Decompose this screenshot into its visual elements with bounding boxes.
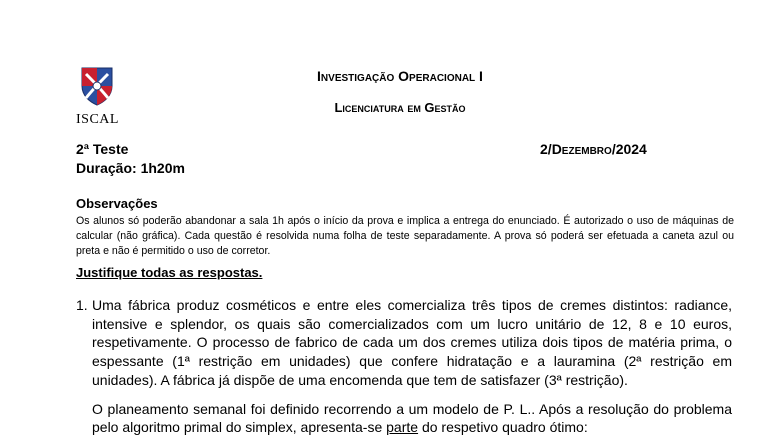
exam-date xyxy=(540,141,647,157)
notes-text: Os alunos só poderão abandonar a sala 1h após o início da prova e implica a entrega do enunciado. É autorizado o uso de máquinas de calcular (não gráfica). Cada questão é resolvida numa folha de teste separadamente. A prova só poderá ser efetuada a caneta azul ou preta e não é permitido o uso de corretor. xyxy=(76,215,734,257)
course-title: Investigação Operacional I xyxy=(317,68,483,84)
logo-text: ISCAL xyxy=(76,112,119,127)
paragraph-2-text-start: O planeamento semanal foi definido recorrendo a um modelo de P. L.. Após a resolução do problema pelo algoritmo primal do simplex, apresenta-se xyxy=(92,400,732,436)
question-1 xyxy=(76,296,732,447)
justify-instruction: Justifique todas as respostas. xyxy=(76,265,263,280)
question-number: 1. xyxy=(76,297,88,313)
date-year: /2024 xyxy=(611,141,647,157)
paragraph-2-underlined: parte xyxy=(386,419,419,436)
duration-label: Duração: 1h20m xyxy=(76,160,185,176)
question-paragraph-2 xyxy=(92,400,732,437)
date-day: 2/ xyxy=(540,141,552,157)
paragraph-2-text-end: do respetivo quadro ótimo: xyxy=(418,419,588,436)
question-body xyxy=(92,296,732,437)
date-month: Dezembro xyxy=(551,141,612,157)
notes-title: Observações xyxy=(76,196,158,211)
question-paragraph-1: Uma fábrica produz cosméticos e entre eles comercializa três tipos de cremes distintos: radiance, intensive e splendor, os quais são comercializados com um lucro unitário de 12, 8 e 10 euros, respetivamente. O processo de fabrico de cada um dos cremes utiliza dois tipos de matéria prima, o espessante (1ª restrição em unidades) que confere hidratação e a lauramina (2ª restrição em unidades). A fábrica já dispõe de uma encomenda que tem de satisfazer (3ª restrição). xyxy=(92,297,732,388)
test-label: 2ª Teste xyxy=(76,141,129,157)
degree-subtitle: Licenciatura em Gestão xyxy=(334,100,466,115)
